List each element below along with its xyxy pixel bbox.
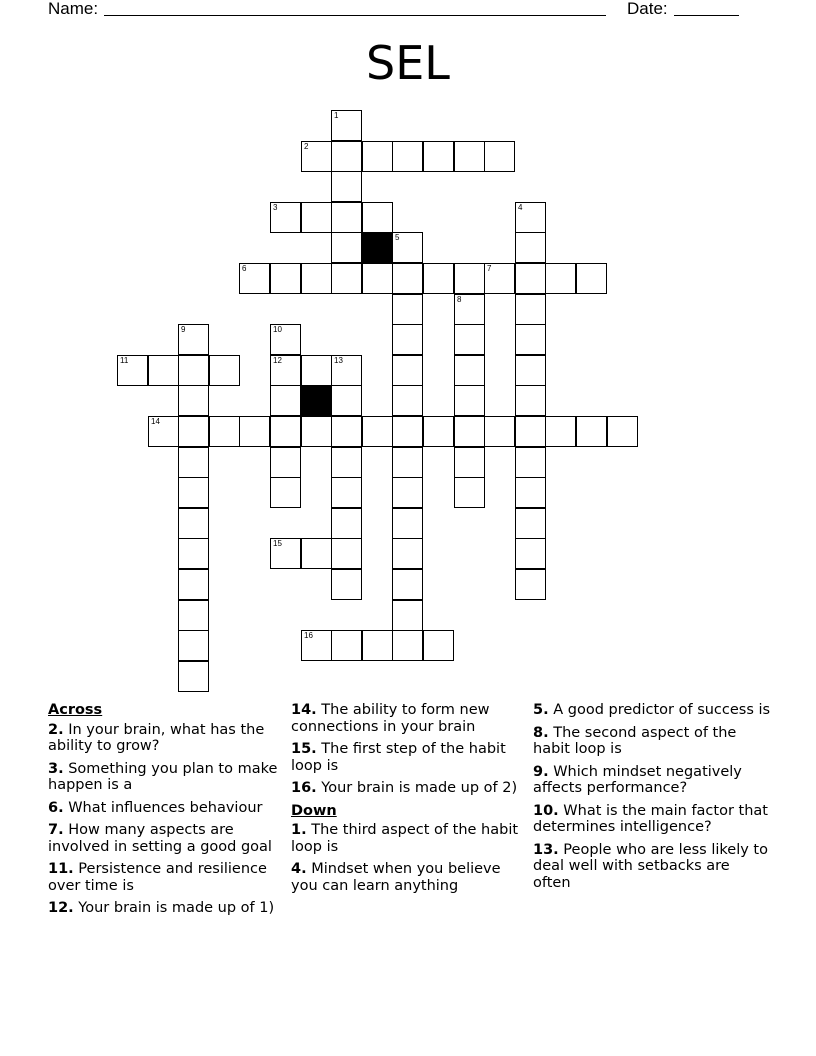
crossword-cell[interactable] <box>392 508 423 539</box>
crossword-cell[interactable] <box>576 263 607 294</box>
crossword-cell[interactable] <box>178 447 209 478</box>
crossword-cell[interactable] <box>270 477 301 508</box>
crossword-cell[interactable] <box>423 141 454 172</box>
crossword-cell[interactable] <box>454 416 485 447</box>
crossword-cell[interactable] <box>209 355 240 386</box>
crossword-cell[interactable] <box>515 202 546 233</box>
clue-across-3: 3. Something you plan to make happen is a <box>48 760 278 793</box>
clue-across-7: 7. How many aspects are involved in setting a good goal <box>48 822 272 855</box>
crossword-cell[interactable] <box>331 141 362 172</box>
crossword-cell[interactable] <box>270 355 301 386</box>
crossword-cell[interactable] <box>331 538 362 569</box>
clue-across-16: 16. Your brain is made up of 2) <box>291 780 518 796</box>
crossword-cell[interactable] <box>270 447 301 478</box>
crossword-cell[interactable] <box>515 477 546 508</box>
crossword-cell[interactable] <box>515 232 546 263</box>
crossword-cell[interactable] <box>392 385 423 416</box>
crossword-cell[interactable] <box>178 477 209 508</box>
crossword-cell[interactable] <box>331 110 362 141</box>
clue-down-13: 13. People who are less likely to deal well with setbacks are often <box>533 841 768 891</box>
clue-down-4: 4. Mindset when you believe you can learn anything <box>291 861 501 894</box>
cell-number: 2 <box>304 142 309 151</box>
crossword-cell[interactable] <box>515 324 546 355</box>
crossword-cell[interactable] <box>576 416 607 447</box>
cell-number: 12 <box>273 356 282 365</box>
crossword-cell[interactable] <box>178 630 209 661</box>
crossword-cell[interactable] <box>331 263 362 294</box>
clue-across-14: 14. The ability to form new connections in your brain <box>291 702 490 735</box>
crossword-cell[interactable] <box>301 538 332 569</box>
crossword-cell[interactable] <box>515 263 546 294</box>
crossword-cell[interactable] <box>301 416 332 447</box>
cell-number: 5 <box>395 233 400 242</box>
crossword-cell[interactable] <box>301 355 332 386</box>
crossword-cell[interactable] <box>392 630 423 661</box>
crossword-cell[interactable] <box>270 538 301 569</box>
clue-down-10: 10. What is the main factor that determines intelligence? <box>533 802 768 835</box>
crossword-cell[interactable] <box>454 385 485 416</box>
clue-across-11: 11. Persistence and resilience over time is <box>48 861 267 894</box>
clues-column-1 <box>48 702 286 923</box>
crossword-cell[interactable] <box>423 416 454 447</box>
crossword-cell[interactable] <box>515 416 546 447</box>
crossword-cell[interactable] <box>515 385 546 416</box>
clues-column-3 <box>533 702 771 897</box>
date-label: Date: <box>627 0 668 18</box>
crossword-cell[interactable] <box>362 263 393 294</box>
cell-number: 9 <box>181 325 186 334</box>
crossword-cell[interactable] <box>484 263 515 294</box>
crossword-cell[interactable] <box>392 477 423 508</box>
crossword-cell[interactable] <box>178 324 209 355</box>
clue-down-9: 9. Which mindset negatively affects performance? <box>533 763 742 796</box>
crossword-cell[interactable] <box>607 416 638 447</box>
crossword-cell[interactable] <box>178 508 209 539</box>
crossword-cell[interactable] <box>148 355 179 386</box>
clue-across-15: 15. The first step of the habit loop is <box>291 741 506 774</box>
crossword-cell[interactable] <box>331 569 362 600</box>
crossword-cell[interactable] <box>270 324 301 355</box>
clue-across-12: 12. Your brain is made up of 1) <box>48 900 275 916</box>
crossword-cell[interactable] <box>331 232 362 263</box>
crossword-cell[interactable] <box>270 202 301 233</box>
crossword-cell[interactable] <box>239 416 270 447</box>
cell-number: 1 <box>334 111 339 120</box>
crossword-cell[interactable] <box>331 202 362 233</box>
cell-number: 7 <box>487 264 492 273</box>
crossword-cell[interactable] <box>392 416 423 447</box>
crossword-cell[interactable] <box>545 263 576 294</box>
clue-down-1: 1. The third aspect of the habit loop is <box>291 822 519 855</box>
name-label: Name: <box>48 0 99 18</box>
crossword-cell[interactable] <box>515 447 546 478</box>
crossword-cell[interactable] <box>331 171 362 202</box>
crossword-cell[interactable] <box>423 630 454 661</box>
crossword-cell[interactable] <box>454 324 485 355</box>
clue-down-8: 8. The second aspect of the habit loop is <box>533 724 737 757</box>
crossword-cell[interactable] <box>331 416 362 447</box>
across-heading: Across <box>48 702 103 718</box>
crossword-cell[interactable] <box>515 294 546 325</box>
crossword-cell[interactable] <box>178 538 209 569</box>
crossword-cell[interactable] <box>301 630 332 661</box>
down-heading: Down <box>291 802 337 819</box>
crossword-cell[interactable] <box>515 508 546 539</box>
crossword-cell[interactable] <box>454 477 485 508</box>
crossword-cell[interactable] <box>270 416 301 447</box>
crossword-cell[interactable] <box>392 141 423 172</box>
crossword-cell[interactable] <box>392 569 423 600</box>
crossword-cell[interactable] <box>178 385 209 416</box>
cell-number: 4 <box>518 203 523 212</box>
crossword-cell[interactable] <box>362 630 393 661</box>
crossword-cell[interactable] <box>392 232 423 263</box>
crossword-cell[interactable] <box>362 141 393 172</box>
crossword-cell[interactable] <box>209 416 240 447</box>
crossword-cell[interactable] <box>392 447 423 478</box>
crossword-cell[interactable] <box>515 355 546 386</box>
crossword-cell[interactable] <box>454 141 485 172</box>
clue-across-2: 2. In your brain, what has the ability to grow? <box>48 721 265 754</box>
clues-column-2 <box>291 702 529 900</box>
crossword-cell[interactable] <box>362 202 393 233</box>
crossword-cell[interactable] <box>484 141 515 172</box>
crossword-cell[interactable] <box>331 447 362 478</box>
crossword-cell[interactable] <box>392 355 423 386</box>
crossword-cell[interactable] <box>545 416 576 447</box>
clue-down-5: 5. A good predictor of success is <box>533 702 771 718</box>
cell-number: 10 <box>273 325 282 334</box>
crossword-cell[interactable] <box>301 263 332 294</box>
crossword-cell[interactable] <box>392 294 423 325</box>
cell-number: 3 <box>273 203 278 212</box>
clue-across-6: 6. What influences behaviour <box>48 799 263 816</box>
cell-number: 8 <box>457 295 462 304</box>
crossword-cell[interactable] <box>392 324 423 355</box>
crossword-cell[interactable] <box>331 508 362 539</box>
crossword-block <box>362 232 393 263</box>
crossword-cell[interactable] <box>117 355 148 386</box>
crossword-cell[interactable] <box>454 294 485 325</box>
crossword-cell[interactable] <box>515 569 546 600</box>
crossword-cell[interactable] <box>331 477 362 508</box>
crossword-cell[interactable] <box>362 416 393 447</box>
crossword-cell[interactable] <box>392 263 423 294</box>
cell-number: 15 <box>273 539 282 548</box>
crossword-cell[interactable] <box>484 416 515 447</box>
crossword-cell[interactable] <box>178 600 209 631</box>
crossword-cell[interactable] <box>423 263 454 294</box>
cell-number: 14 <box>151 417 160 426</box>
crossword-cell[interactable] <box>178 416 209 447</box>
crossword-cell[interactable] <box>148 416 179 447</box>
crossword-cell[interactable] <box>270 263 301 294</box>
crossword-block <box>301 385 332 416</box>
crossword-cell[interactable] <box>331 355 362 386</box>
crossword-cell[interactable] <box>270 385 301 416</box>
cell-number: 13 <box>334 356 343 365</box>
crossword-cell[interactable] <box>239 263 270 294</box>
cell-number: 11 <box>120 356 129 365</box>
cell-number: 6 <box>242 264 247 273</box>
crossword-cell[interactable] <box>301 141 332 172</box>
crossword-cell[interactable] <box>178 355 209 386</box>
crossword-cell[interactable] <box>331 630 362 661</box>
crossword-cell[interactable] <box>454 355 485 386</box>
crossword-cell[interactable] <box>392 600 423 631</box>
crossword-cell[interactable] <box>454 447 485 478</box>
crossword-cell[interactable] <box>454 263 485 294</box>
crossword-cell[interactable] <box>301 202 332 233</box>
crossword-cell[interactable] <box>178 661 209 692</box>
page-title: SEL <box>366 36 450 90</box>
crossword-cell[interactable] <box>331 385 362 416</box>
crossword-cell[interactable] <box>515 538 546 569</box>
cell-number: 16 <box>304 631 313 640</box>
crossword-cell[interactable] <box>392 538 423 569</box>
crossword-cell[interactable] <box>178 569 209 600</box>
